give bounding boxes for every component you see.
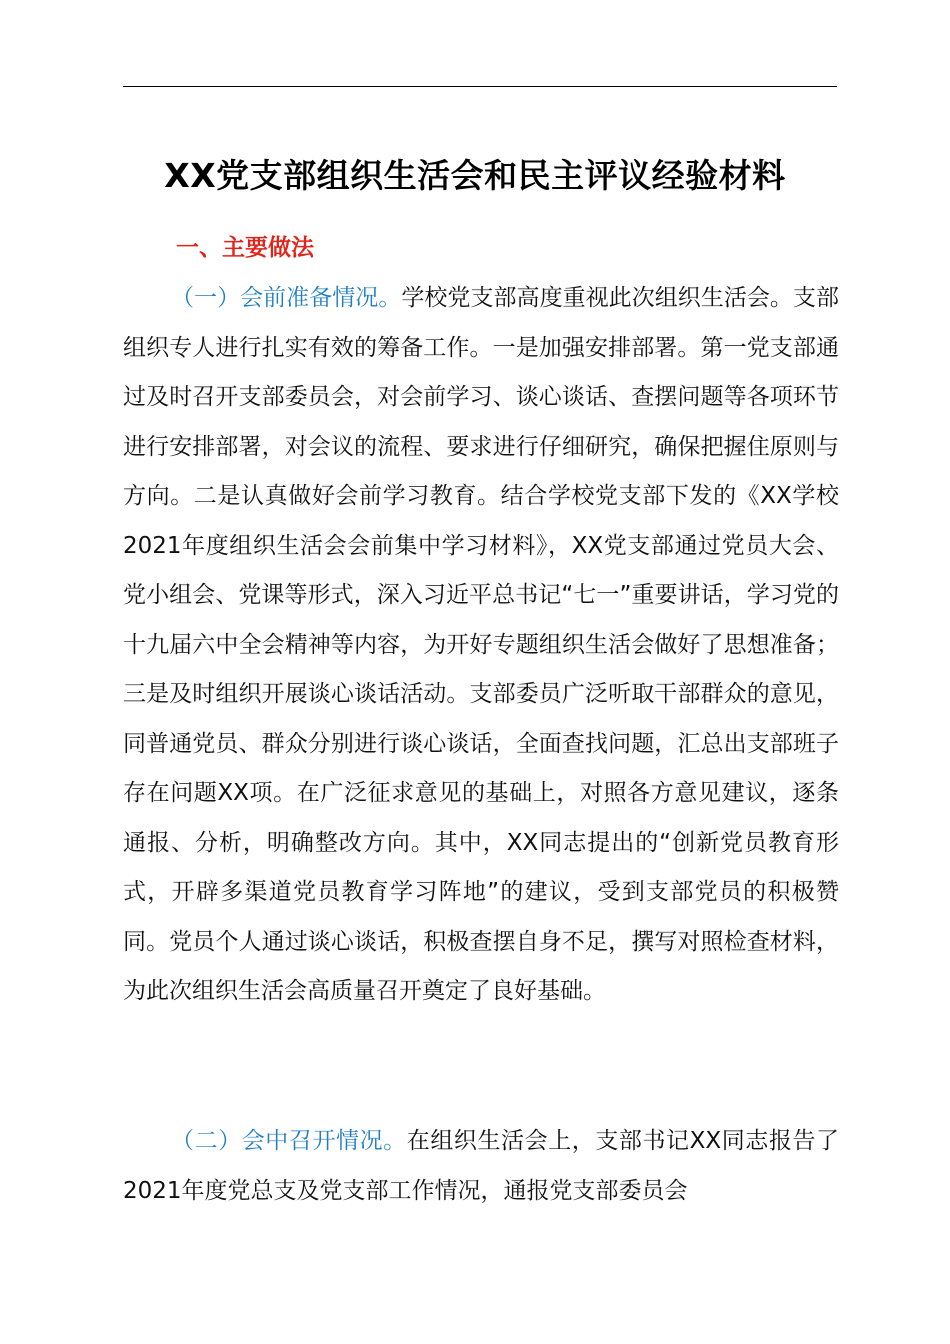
- paragraph-meeting-proceedings: [123, 1117, 839, 1216]
- document-title: XX党支部组织生活会和民主评议经验材料: [164, 156, 786, 195]
- section-heading-main-practices: 一、主要做法: [176, 235, 314, 261]
- header-rule: [123, 86, 837, 87]
- paragraph-text: 学校党支部高度重视此次组织生活会。支部组织专人进行扎实有效的筹备工作。一是加强安排部署。第一党支部通过及时召开支部委员会，对会前学习、谈心谈话、查摆问题等各项环节进行安排部署，对会议的流程、要求进行仔细研究，确保把握住原则与方向。二是认真做好会前学习教育。结合学校党支部下发的《XX学校2021年度组织生活会会前集中学习材料》，XX党支部通过党员大会、党小组会、党课等形式，深入习近平总书记“七一”重要讲话，学习党的十九届六中全会精神等内容，为开好专题组织生活会做好了思想准备；三是及时组织开展谈心谈话活动。支部委员广泛听取干部群众的意见，同普通党员、群众分别进行谈心谈话，全面查找问题，汇总出支部班子存在问题XX项。在广泛征求意见的基础上，对照各方意见建议，逐条通报、分析，明确整改方向。其中，XX同志提出的“创新党员教育形式，开辟多渠道党员教育学习阵地”的建议，受到支部党员的积极赞同。党员个人通过谈心谈话，积极查摆自身不足，撰写对照检查材料，为此次组织生活会高质量召开奠定了良好基础。: [123, 285, 840, 1004]
- subheading-pre-meeting: （一）会前准备情况。: [171, 285, 402, 311]
- subheading-meeting: （二）会中召开情况。: [171, 1128, 407, 1154]
- paragraph-pre-meeting-preparation: [123, 274, 839, 1017]
- paragraph-text: 在组织生活会上，支部书记XX同志报告了2021年度党总支及党支部工作情况，通报党支部委员会: [123, 1128, 840, 1204]
